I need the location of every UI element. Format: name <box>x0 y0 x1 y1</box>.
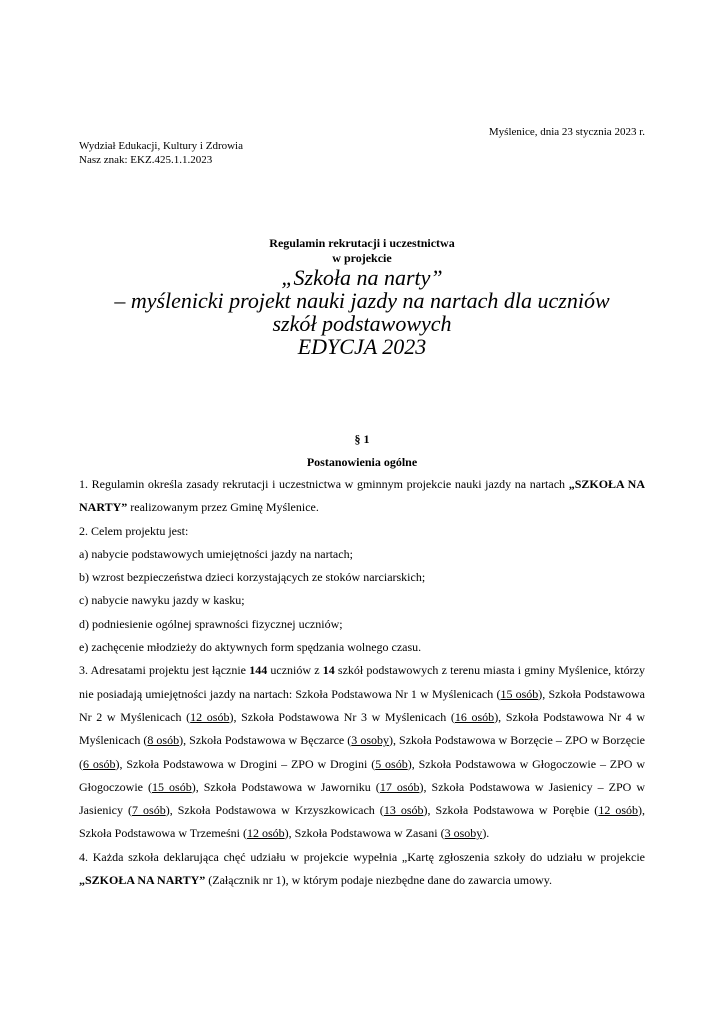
student-count: 3 osoby <box>444 826 483 841</box>
paragraph-2: 2. Celem projektu jest: <box>79 523 189 538</box>
paragraph-text: 3. Adresatami projektu jest łącznie <box>79 663 250 678</box>
reference-number: Nasz znak: EKZ.425.1.1.2023 <box>79 154 213 166</box>
place-and-date: Myślenice, dnia 23 stycznia 2023 r. <box>488 126 645 138</box>
paragraph-1 <box>79 473 645 520</box>
paragraph-text: ), Szkoła Podstawowa w Jaworniku ( <box>191 779 380 794</box>
department-name: Wydział Edukacji, Kultury i Zdrowia <box>79 140 243 152</box>
student-count: 17 osób <box>379 779 420 794</box>
student-count: 8 osób <box>147 733 180 748</box>
goal-e: e) zachęcenie młodzieży do aktywnych form spędzania wolnego czasu. <box>79 640 422 655</box>
student-count: 7 osób <box>132 803 166 818</box>
paragraph-3 <box>79 659 645 845</box>
paragraph-text: realizowanym przez Gminę Myślenice. <box>127 500 319 515</box>
sender-block <box>79 139 243 167</box>
student-count: 16 osób <box>454 709 495 724</box>
total-schools: 14 <box>322 663 335 678</box>
section-number: § 1 <box>354 432 370 446</box>
student-count: 5 osób <box>375 756 408 771</box>
student-count: 12 osób <box>247 826 285 841</box>
paragraph-text: ), Szkoła Podstawowa Nr 3 w Myślenicach ( <box>229 709 455 724</box>
total-students: 144 <box>249 663 268 678</box>
title-edition: EDYCJA 2023 <box>297 334 427 359</box>
student-count: 13 osób <box>383 803 424 818</box>
paragraph-text: ), Szkoła Podstawowa Nr 2 w Myślenicach ( <box>79 686 645 724</box>
paragraph-text: ), Szkoła Podstawowa Nr 4 w Myślenicach ( <box>79 709 645 748</box>
student-count: 15 osób <box>152 779 192 794</box>
document-body <box>79 473 645 892</box>
paragraph-text: uczniów z <box>267 663 323 678</box>
student-count: 3 osoby <box>351 733 390 748</box>
paragraph-text: ), Szkoła Podstawowa w Jasienicy – ZPO w Jasienicy ( <box>79 779 645 818</box>
paragraph-text: ), Szkoła Podstawowa w Drogini – ZPO w Drogini ( <box>115 756 376 771</box>
paragraph-text: 1. Regulamin określa zasady rekrutacji i uczestnictwa w gminnym projekcie nauki jazdy na nartach <box>79 477 569 491</box>
student-count: 15 osób <box>500 686 539 701</box>
paragraph-text: ), Szkoła Podstawowa w Krzyszkowicach ( <box>165 803 384 818</box>
goal-c: c) nabycie nawyku jazdy w kasku; <box>79 593 245 608</box>
paragraph-text: szkół podstawowych z terenu miasta i gminy Myślenice, którzy nie posiadają umiejętności jazdy na nartach: Szkoła Podstawowa Nr 1 w Myślenicach ( <box>79 663 645 701</box>
student-count: 12 osób <box>598 803 639 818</box>
paragraph-text: (Załącznik nr 1), w którym podaje niezbędne dane do zawarcia umowy. <box>205 873 553 888</box>
section-heading: Postanowienia ogólne <box>306 455 418 469</box>
title-project-name: „Szkoła na narty” <box>281 265 443 290</box>
paragraph-text: ). <box>482 826 490 841</box>
project-name-bold: „SZKOŁA NA NARTY” <box>79 873 206 888</box>
student-count: 6 osób <box>83 756 116 771</box>
title-line-4: – myślenicki projekt nauki jazdy na nartach dla uczniów <box>114 288 610 313</box>
paragraph-4 <box>79 846 645 893</box>
paragraph-text: 4. Każda szkoła deklarująca chęć udziału w projekcie wypełnia „Kartę zgłoszenia szkoły do udziału w projekcie <box>79 849 645 864</box>
paragraph-text: ), Szkoła Podstawowa w Trzemeśni ( <box>79 803 646 841</box>
goal-b: b) wzrost bezpieczeństwa dzieci korzystających ze stoków narciarskich; <box>79 570 426 585</box>
project-name-bold: „SZKOŁA NA NARTY” <box>79 477 646 515</box>
goal-d: d) podniesienie ogólnej sprawności fizycznej uczniów; <box>79 616 343 631</box>
title-line-5: szkół podstawowych <box>272 311 452 336</box>
document-title <box>60 236 664 358</box>
title-line-1: Regulamin rekrutacji i uczestnictwa <box>269 236 455 250</box>
student-count: 12 osób <box>190 709 230 724</box>
paragraph-text: ), Szkoła Podstawowa w Borzęcie – ZPO w Borzęcie ( <box>79 733 646 771</box>
paragraph-text: ), Szkoła Podstawowa w Głogoczowie – ZPO w Głogoczowie ( <box>79 756 645 794</box>
goal-a: a) nabycie podstawowych umiejętności jazdy na nartach; <box>79 546 353 561</box>
title-line-2: w projekcie <box>332 251 392 265</box>
paragraph-text: ), Szkoła Podstawowa w Porębie ( <box>423 803 599 818</box>
paragraph-text: ), Szkoła Podstawowa w Bęczarce ( <box>179 733 352 748</box>
section-header <box>79 432 645 470</box>
paragraph-text: ), Szkoła Podstawowa w Zasani ( <box>284 826 445 841</box>
